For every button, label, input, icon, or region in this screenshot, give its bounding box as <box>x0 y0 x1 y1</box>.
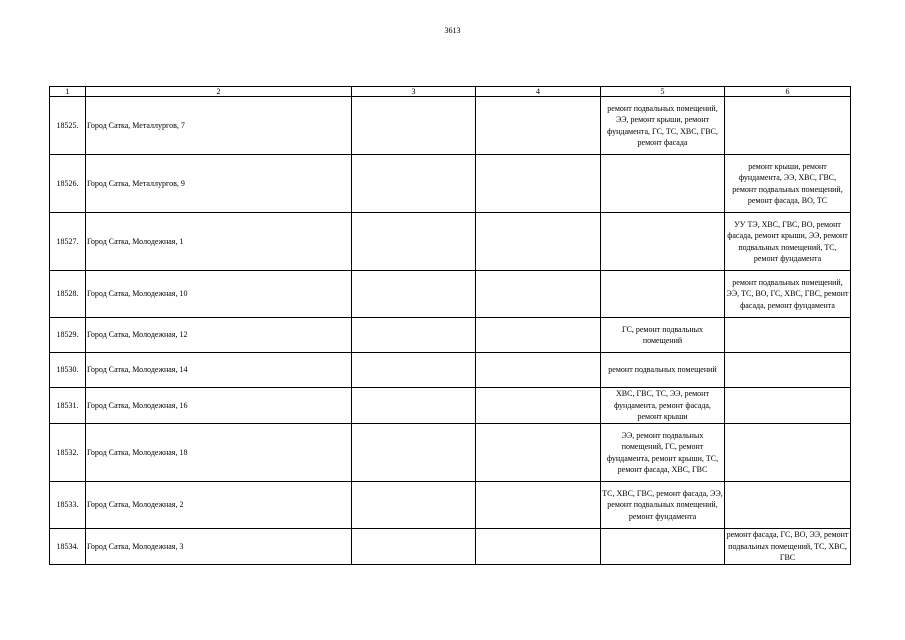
row-cell-3 <box>352 213 476 271</box>
row-cell-6: ремонт крыши, ремонт фундамента, ЭЭ, ХВС, ГВС, ремонт подвальных помещений, ремонт фасада, ВО, ТС <box>725 155 851 213</box>
row-address: Город Сатка, Металлургов, 7 <box>86 97 352 155</box>
table-row <box>50 529 851 565</box>
row-address: Город Сатка, Молодежная, 18 <box>86 424 352 482</box>
header-row <box>50 87 851 97</box>
row-cell-3 <box>352 271 476 318</box>
row-cell-6 <box>725 318 851 353</box>
row-address: Город Сатка, Молодежная, 16 <box>86 388 352 424</box>
column-header-2: 2 <box>86 87 352 97</box>
row-cell-3 <box>352 353 476 388</box>
table-row <box>50 353 851 388</box>
page-number: 3613 <box>444 26 461 35</box>
row-number: 18529. <box>50 318 86 353</box>
table-row <box>50 213 851 271</box>
row-cell-5: ЭЭ, ремонт подвальных помещений, ГС, ремонт фундамента, ремонт крыши, ТС, ремонт фасада, ХВС, ГВС <box>601 424 725 482</box>
row-cell-3 <box>352 482 476 529</box>
row-address: Город Сатка, Молодежная, 12 <box>86 318 352 353</box>
row-address: Город Сатка, Молодежная, 10 <box>86 271 352 318</box>
row-number: 18531. <box>50 388 86 424</box>
row-number: 18526. <box>50 155 86 213</box>
row-cell-6: ремонт подвальных помещений, ЭЭ, ТС, ВО, ГС, ХВС, ГВС, ремонт фасада, ремонт фундамента <box>725 271 851 318</box>
column-header-5: 5 <box>601 87 725 97</box>
row-number: 18528. <box>50 271 86 318</box>
row-cell-3 <box>352 424 476 482</box>
row-cell-4 <box>476 388 601 424</box>
row-cell-3 <box>352 318 476 353</box>
row-cell-4 <box>476 482 601 529</box>
table-row <box>50 97 851 155</box>
row-cell-6 <box>725 482 851 529</box>
column-header-6: 6 <box>725 87 851 97</box>
row-cell-5 <box>601 155 725 213</box>
row-cell-4 <box>476 529 601 565</box>
row-address: Город Сатка, Молодежная, 14 <box>86 353 352 388</box>
column-header-4: 4 <box>476 87 601 97</box>
row-cell-5 <box>601 213 725 271</box>
row-cell-4 <box>476 424 601 482</box>
row-cell-6: ремонт фасада, ГС, ВО, ЭЭ, ремонт подвальных помещений, ТС, ХВС, ГВС <box>725 529 851 565</box>
row-cell-6 <box>725 424 851 482</box>
table-row <box>50 388 851 424</box>
row-cell-3 <box>352 155 476 213</box>
row-cell-5 <box>601 271 725 318</box>
row-cell-4 <box>476 318 601 353</box>
row-cell-6: УУ ТЭ, ХВС, ГВС, ВО, ремонт фасада, ремонт крыши, ЭЭ, ремонт подвальных помещений, ТС, ремонт фундамента <box>725 213 851 271</box>
row-number: 18530. <box>50 353 86 388</box>
column-header-1: 1 <box>50 87 86 97</box>
row-number: 18532. <box>50 424 86 482</box>
table-row <box>50 155 851 213</box>
row-address: Город Сатка, Металлургов, 9 <box>86 155 352 213</box>
row-cell-4 <box>476 271 601 318</box>
row-cell-5: ремонт подвальных помещений, ЭЭ, ремонт крыши, ремонт фундамента, ГС, ТС, ХВС, ГВС, ремонт фасада <box>601 97 725 155</box>
row-number: 18534. <box>50 529 86 565</box>
row-address: Город Сатка, Молодежная, 2 <box>86 482 352 529</box>
row-cell-6 <box>725 388 851 424</box>
table-row <box>50 482 851 529</box>
row-cell-4 <box>476 353 601 388</box>
row-cell-5: ремонт подвальных помещений <box>601 353 725 388</box>
row-number: 18527. <box>50 213 86 271</box>
table-row <box>50 424 851 482</box>
row-cell-6 <box>725 97 851 155</box>
row-cell-3 <box>352 529 476 565</box>
row-cell-5: ГС, ремонт подвальных помещений <box>601 318 725 353</box>
column-header-3: 3 <box>352 87 476 97</box>
row-number: 18525. <box>50 97 86 155</box>
row-cell-5: ХВС, ГВС, ТС, ЭЭ, ремонт фундамента, ремонт фасада, ремонт крыши <box>601 388 725 424</box>
table-row <box>50 271 851 318</box>
row-cell-3 <box>352 388 476 424</box>
row-cell-4 <box>476 155 601 213</box>
row-cell-6 <box>725 353 851 388</box>
row-cell-5 <box>601 529 725 565</box>
row-cell-4 <box>476 97 601 155</box>
row-cell-3 <box>352 97 476 155</box>
row-address: Город Сатка, Молодежная, 1 <box>86 213 352 271</box>
row-cell-4 <box>476 213 601 271</box>
row-cell-5: ТС, ХВС, ГВС, ремонт фасада, ЭЭ, ремонт подвальных помещений, ремонт фундамента <box>601 482 725 529</box>
works-table <box>49 86 851 565</box>
row-address: Город Сатка, Молодежная, 3 <box>86 529 352 565</box>
row-number: 18533. <box>50 482 86 529</box>
table-row <box>50 318 851 353</box>
